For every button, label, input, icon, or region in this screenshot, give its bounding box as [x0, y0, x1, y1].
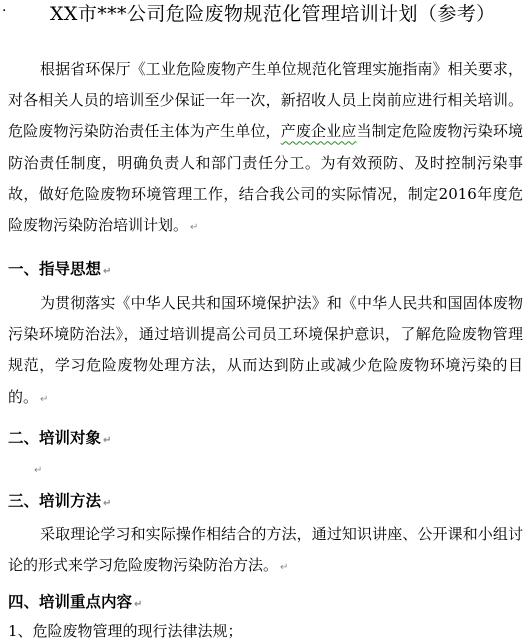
section-heading-training-methods: [8, 488, 111, 517]
bullet-marker: ·: [2, 3, 7, 19]
section-heading-text: 一、指导思想: [8, 259, 102, 278]
section-heading-text: 二、培训对象: [8, 428, 102, 447]
paragraph-mark-icon: ↵: [134, 599, 143, 610]
section-heading-guiding-ideology: [8, 256, 111, 285]
paragraph-mark-icon: ↵: [40, 393, 49, 405]
paragraph-mark-icon: ↵: [103, 498, 112, 509]
intro-text-part1: 根据省环保厅《工业危险废物产生单位规范化管理实施指南》相关要求，对各相关人员的培训至少保证一年一次，新招收人员上岗前应进行相关培训。危险废物污染防治责任主体为产生单位，: [8, 60, 523, 141]
section-heading-training-targets: [8, 425, 111, 454]
section-heading-text: 三、培训方法: [8, 491, 102, 510]
training-methods-text: 采取理论学习和实际操作相结合的方法，通过知识讲座、公开课和小组讨论的形式来学习危险废物污染防治方法。: [8, 525, 523, 575]
intro-paragraph: [8, 54, 523, 243]
guiding-ideology-paragraph: [8, 288, 523, 415]
paragraph-mark-icon: ↵: [103, 435, 112, 446]
intro-text-part2: 当制定危险废物污染环境防治责任制度，明确负责人和部门责任分工。为有效预防、及时控制污染事故，做好危险废物环境管理工作，结合我公司的实际情况，制定2016年度危险废物污染防治培训计划。: [8, 122, 523, 235]
paragraph-mark-icon: ↵: [103, 266, 112, 277]
section-heading-text: 四、培训重点内容: [8, 592, 133, 611]
empty-paragraph: [32, 456, 42, 484]
document-title: XX市***公司危险废物规范化管理培训计划（参考）: [50, 3, 496, 25]
paragraph-mark-icon: ↵: [34, 465, 43, 476]
training-methods-paragraph: [8, 519, 523, 583]
section-heading-key-content: [8, 589, 142, 618]
paragraph-mark-icon: ↵: [280, 562, 289, 574]
list-item: 1、危险废物管理的现行法律法规；: [8, 622, 243, 640]
intro-text-underlined: 产废企业应: [280, 122, 357, 141]
paragraph-mark-icon: ↵: [190, 222, 199, 234]
guiding-ideology-text: 为贯彻落实《中华人民共和国环境保护法》和《中华人民共和国固体废物污染环境防治法》，通过培训提高公司员工环境保护意识，了解危险废物管理规范，学习危险废物处理方法，从而达到防止或减少危险废物环境污染的目的。: [8, 294, 523, 406]
